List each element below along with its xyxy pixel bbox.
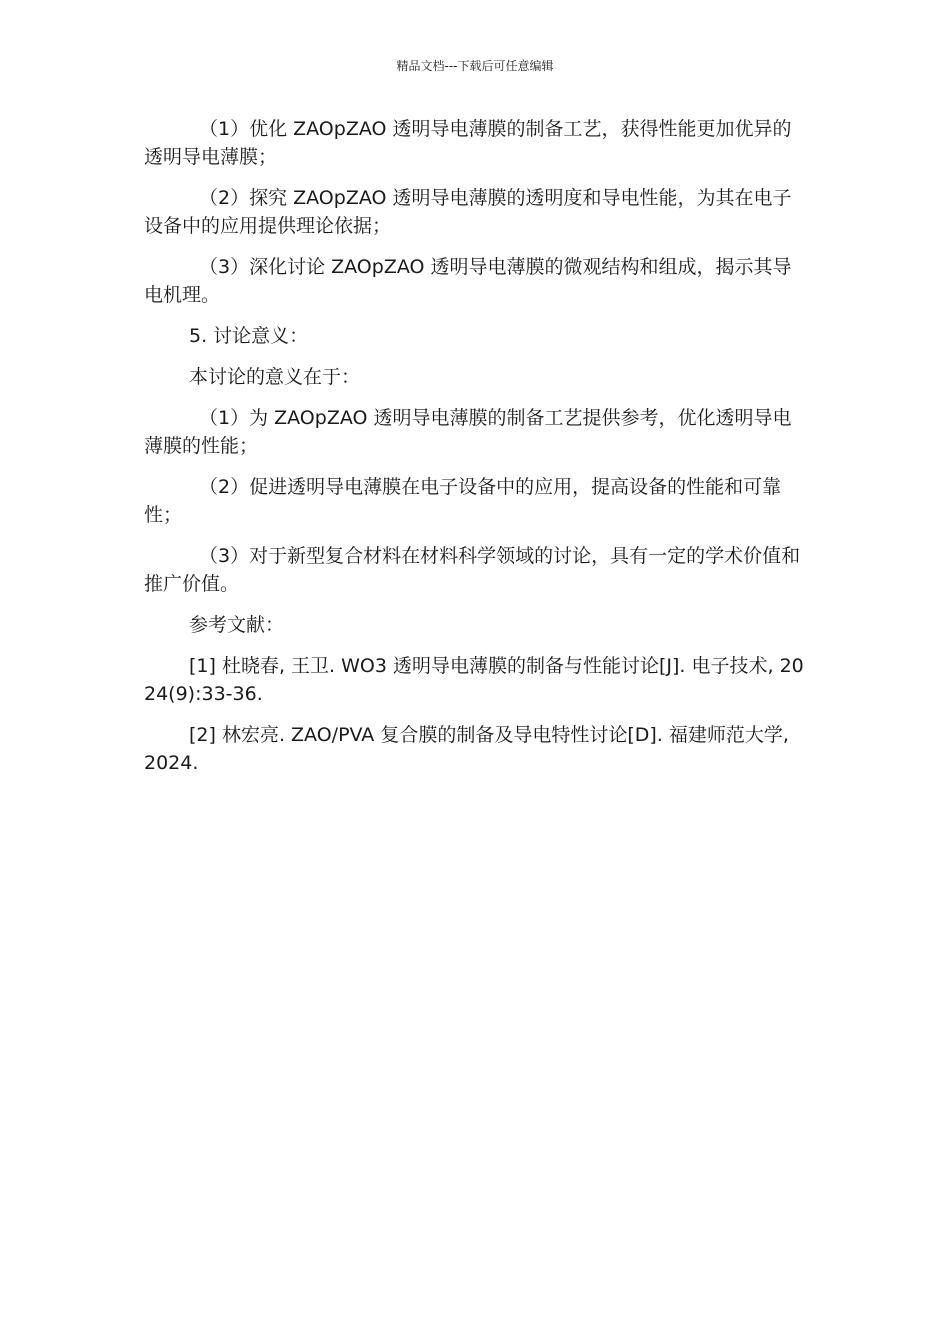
significance-2: （2）促进透明导电薄膜在电子设备中的应用，提高设备的性能和可靠性； — [144, 476, 782, 526]
objective-3: （3）深化讨论 ZAOpZAO 透明导电薄膜的微观结构和组成，揭示其导电机理。 — [144, 256, 792, 306]
section-heading-significance: 5. 讨论意义： — [189, 325, 309, 347]
document-body — [144, 115, 806, 790]
objective-1: （1）优化 ZAOpZAO 透明导电薄膜的制备工艺，获得性能更加优异的透明导电薄膜； — [144, 118, 792, 168]
significance-intro: 本讨论的意义在于： — [189, 366, 361, 388]
significance-1: （1）为 ZAOpZAO 透明导电薄膜的制备工艺提供参考，优化透明导电薄膜的性能； — [144, 407, 792, 457]
reference-1: [1] 杜晓春, 王卫. WO3 透明导电薄膜的制备与性能讨论[J]. 电子技术, 2024(9):33-36. — [144, 655, 804, 705]
references-heading: 参考文献： — [189, 614, 285, 636]
significance-3: （3）对于新型复合材料在材料科学领域的讨论，具有一定的学术价值和推广价值。 — [144, 545, 801, 595]
objective-2: （2）探究 ZAOpZAO 透明导电薄膜的透明度和导电性能，为其在电子设备中的应用提供理论依据； — [144, 187, 792, 237]
reference-2: [2] 林宏亮. ZAO/PVA 复合膜的制备及导电特性讨论[D]. 福建师范大学, 2024. — [144, 724, 789, 774]
page-header: 精品文档---下载后可任意编辑 — [396, 59, 554, 73]
